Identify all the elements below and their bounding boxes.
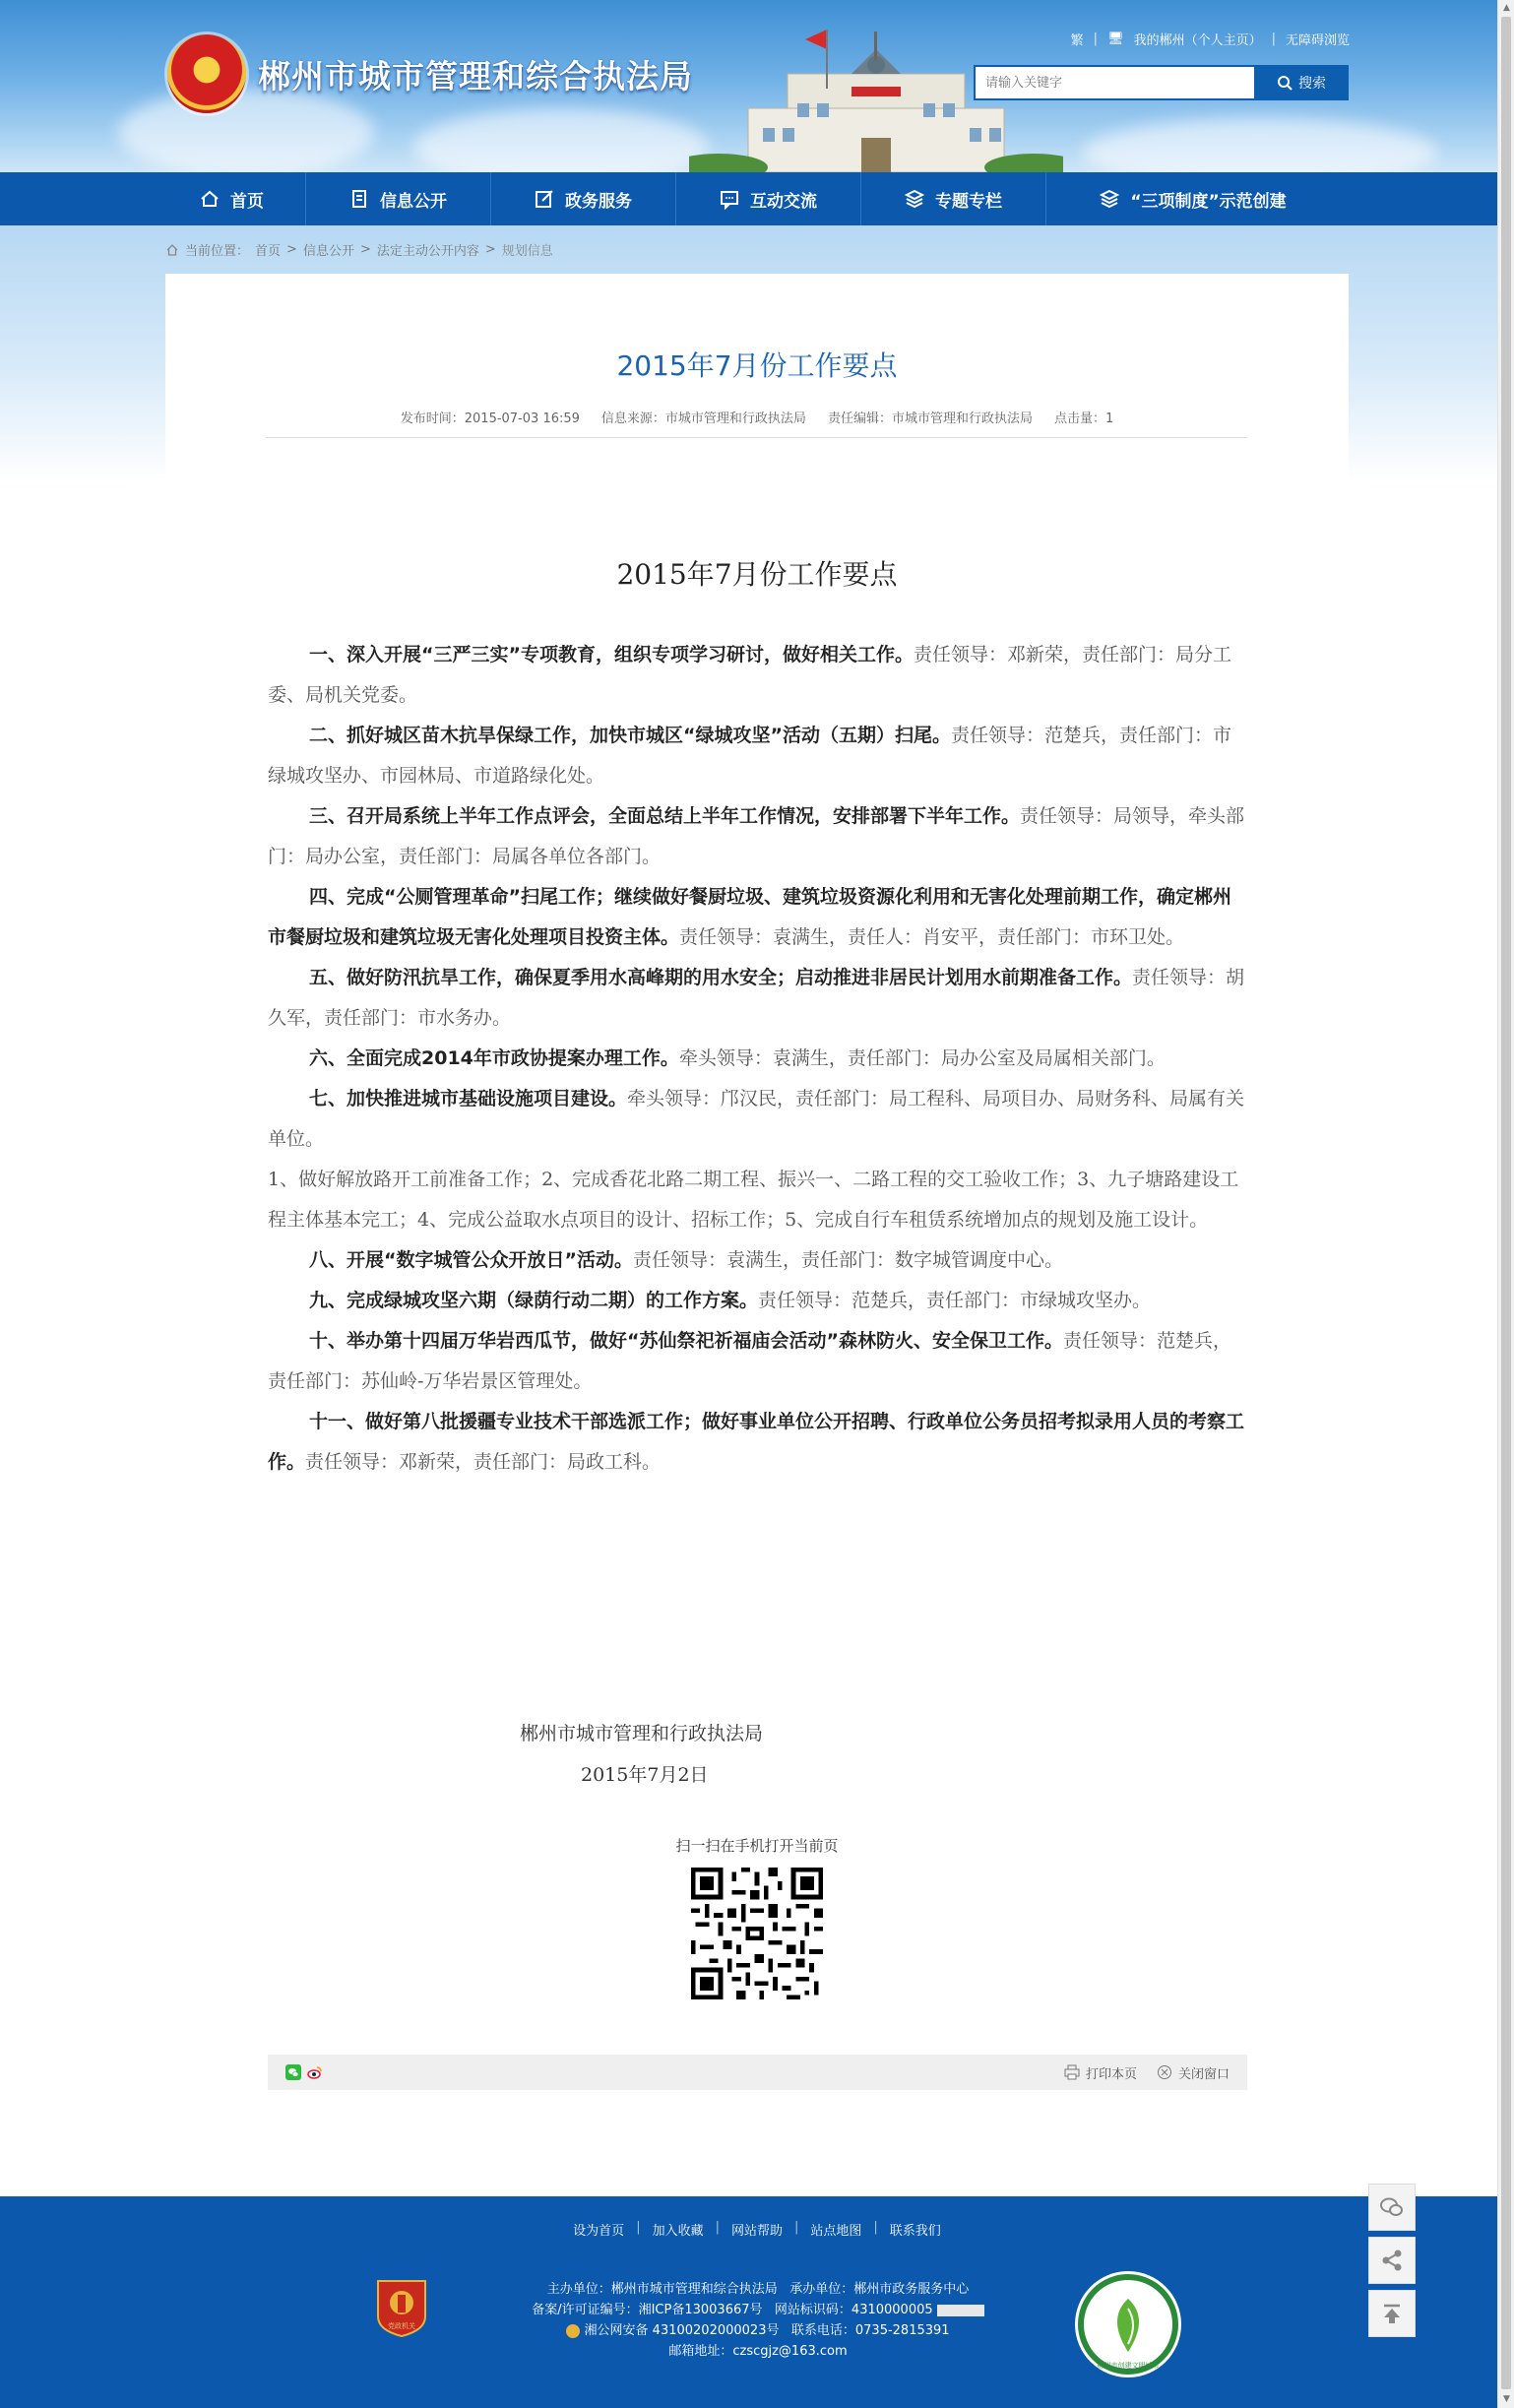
site-footer xyxy=(0,2196,1497,2408)
signature xyxy=(520,1713,763,1796)
weibo-share-icon[interactable] xyxy=(307,2064,323,2080)
qr-label: 扫一扫在手机打开当前页 xyxy=(675,1837,839,1855)
separator: | xyxy=(873,2220,878,2235)
footer-link[interactable]: 站点地图 xyxy=(810,2224,862,2239)
paragraph-text: 1、做好解放路开工前准备工作；2、完成香花北路二期工程、振兴一、二路工程的交工验收工作；3、九子塘路建设工程主体基本完工；4、完成公益取水点项目的设计、招标工作；5、完成自行车租赁系统增加点的规划及施工设计。 xyxy=(268,1169,1239,1231)
paragraph-text: 责任领导：胡久军，责任部门：市水务办。 xyxy=(268,967,1245,1029)
paragraph-text: 责任领导：范楚兵，责任部门：市绿城攻坚办。 xyxy=(758,1290,1152,1311)
search-icon xyxy=(1277,75,1293,91)
paragraph-lead: 八、开展“数字城管公众开放日”活动。 xyxy=(309,1249,633,1271)
wechat-share-icon[interactable] xyxy=(285,2064,301,2080)
wechat-icon xyxy=(1378,2193,1406,2221)
footer-link[interactable]: 联系我们 xyxy=(889,2224,941,2239)
site-code: 网站标识码：4310000005 xyxy=(774,2303,933,2317)
paragraph-text: 牵头领导：邝汉民，责任部门：局工程科、局项目办、局财务科、局属有关单位。 xyxy=(268,1088,1245,1150)
footer-link[interactable]: 设为首页 xyxy=(573,2224,625,2239)
signature-org: 郴州市城市管理和行政执法局 xyxy=(520,1723,764,1744)
breadcrumb-item[interactable]: 法定主动公开内容 xyxy=(376,244,479,259)
nav-label: 信息公开 xyxy=(380,191,447,212)
arrow-up-icon xyxy=(1378,2300,1406,2327)
organizer: 承办单位：郴州市政务服务中心 xyxy=(789,2282,970,2297)
home-icon xyxy=(165,243,179,257)
nav-item-home[interactable] xyxy=(158,172,306,225)
chat-icon xyxy=(719,188,740,210)
printer-icon xyxy=(1064,2064,1080,2080)
close-label: 关闭窗口 xyxy=(1177,2066,1230,2082)
paragraph-lead: 二、抓好城区苗木抗旱保绿工作，加快市城区“绿城攻坚”活动（五期）扫尾。 xyxy=(309,725,951,746)
paragraph-lead: 一、深入开展“三严三实”专项教育，组织专项学习研讨，做好相关工作。 xyxy=(309,644,914,665)
badge-right-text: 郴州市创建文明城市 xyxy=(1097,2362,1160,2370)
breadcrumb-item[interactable]: 首页 xyxy=(255,244,282,259)
breadcrumb xyxy=(165,240,553,259)
phone: 联系电话：0735-2815391 xyxy=(790,2323,950,2338)
nav-item-interaction[interactable] xyxy=(676,172,861,225)
breadcrumb-sep: > xyxy=(484,242,496,257)
share-toolbar xyxy=(268,2055,1247,2090)
paragraph-lead: 九、完成绿城攻坚六期（绿荫行动二期）的工作方案。 xyxy=(309,1290,759,1311)
footer-line xyxy=(522,2279,994,2300)
nav-label: 专题专栏 xyxy=(935,191,1002,212)
main-nav xyxy=(0,172,1497,225)
police-badge-icon xyxy=(566,2324,580,2338)
paragraph-text: 责任领导：局领导，牵头部门：局办公室，责任部门：局属各单位各部门。 xyxy=(268,805,1245,867)
paragraph-text: 责任领导：范楚兵，责任部门：市绿城攻坚办、市园林局、市道路绿化处。 xyxy=(268,725,1231,787)
scroll-thumb[interactable] xyxy=(1501,17,1511,2389)
signature-date: 2015年7月2日 xyxy=(581,1764,709,1786)
page-tools xyxy=(1064,2063,1230,2082)
editor: 责任编辑：市城市管理和行政执法局 xyxy=(827,412,1033,426)
search-button[interactable] xyxy=(1254,65,1349,100)
email: 邮箱地址：czscgjz@163.com xyxy=(668,2344,848,2359)
paragraph xyxy=(268,1240,1247,1281)
paragraph xyxy=(268,1079,1247,1160)
footer-info xyxy=(522,2279,994,2362)
paragraph xyxy=(268,716,1247,796)
paragraph-lead: 五、做好防汛抗旱工作，确保夏季用水高峰期的用水安全；启动推进非居民计划用水前期准备工作。 xyxy=(309,967,1133,988)
national-emblem-icon xyxy=(167,34,246,113)
separator: | xyxy=(715,2220,720,2235)
building-illustration xyxy=(689,30,1063,172)
layers-icon xyxy=(1099,188,1120,210)
article-body xyxy=(268,635,1247,1483)
traditional-chinese-link[interactable]: 繁 xyxy=(1070,33,1084,48)
separator: | xyxy=(636,2220,641,2235)
nav-item-government-services[interactable] xyxy=(491,172,676,225)
nav-label: “三项制度”示范创建 xyxy=(1130,191,1287,212)
document-icon xyxy=(348,188,370,210)
footer-line xyxy=(522,2320,994,2341)
paragraph-lead: 十、举办第十四届万华岩西瓜节，做好“苏仙祭祀祈福庙会活动”森林防火、安全保卫工作。 xyxy=(309,1330,1063,1352)
nav-label: 互动交流 xyxy=(750,191,817,212)
breadcrumb-sep: > xyxy=(359,242,371,257)
share-icons xyxy=(285,2064,323,2080)
paragraph-lead: 四、完成“公厕管理革命”扫尾工作；继续做好餐厨垃圾、建筑垃圾资源化利用和无害化处理前期工作，确定郴州市餐厨垃圾和建筑垃圾无害化处理项目投资主体。 xyxy=(268,886,1231,948)
paragraph xyxy=(268,877,1247,958)
paragraph xyxy=(268,1402,1247,1483)
top-links xyxy=(1071,30,1350,48)
side-tools xyxy=(1368,2184,1416,2337)
icp-link[interactable]: 湘ICP备13003667号 xyxy=(638,2303,763,2317)
paragraph-text: 责任领导：袁满生，责任部门：数字城管调度中心。 xyxy=(632,1249,1063,1271)
paragraph xyxy=(268,635,1247,716)
paragraph xyxy=(268,1160,1247,1240)
print-label: 打印本页 xyxy=(1085,2066,1137,2082)
paragraph-lead: 六、全面完成2014年市政协提案办理工作。 xyxy=(309,1047,679,1069)
share-icon xyxy=(1378,2247,1406,2274)
divider xyxy=(266,437,1247,438)
paragraph-lead: 十一、做好第八批援疆专业技术干部选派工作；做好事业单位公开招聘、行政单位公务员招考拟录用人员的考察工作。 xyxy=(268,1411,1245,1473)
search-button-label: 搜索 xyxy=(1298,76,1326,92)
footer-line xyxy=(522,2341,994,2362)
search-box xyxy=(974,65,1349,100)
paragraph-lead: 三、召开局系统上半年工作点评会，全面总结上半年工作情况，安排部署下半年工作。 xyxy=(309,805,1021,827)
party-government-badge-icon[interactable] xyxy=(374,2277,429,2338)
qr-code-icon xyxy=(691,1868,823,1999)
paragraph-text: 牵头领导：袁满生，责任部门：局办公室及局属相关部门。 xyxy=(678,1047,1166,1069)
separator: | xyxy=(1271,32,1276,46)
edit-icon xyxy=(534,188,555,210)
page-scrollbar[interactable] xyxy=(1497,0,1514,2408)
footer-links xyxy=(0,2220,1514,2239)
close-window-button[interactable] xyxy=(1157,2063,1230,2082)
close-icon xyxy=(1157,2064,1172,2080)
site-title[interactable]: 郴州市城市管理和综合执法局 xyxy=(258,57,693,95)
footer-link[interactable]: 加入收藏 xyxy=(652,2224,704,2239)
nav-item-special-topics[interactable] xyxy=(861,172,1046,225)
police-record[interactable]: 湘公网安备 43100202000023号 xyxy=(584,2323,780,2338)
icp-prefix: 备案/许可证编号： xyxy=(532,2303,639,2317)
breadcrumb-prefix: 当前位置： xyxy=(185,244,250,259)
scroll-up-arrow[interactable]: ▲ xyxy=(1503,3,1510,13)
paragraph xyxy=(268,958,1247,1039)
paragraph xyxy=(268,1321,1247,1402)
layers-icon xyxy=(904,188,925,210)
nav-item-info-disclosure[interactable] xyxy=(306,172,491,225)
accessibility-link[interactable]: 无障碍浏览 xyxy=(1285,33,1350,48)
monitor-icon: 🖥 xyxy=(1107,32,1124,46)
publish-time: 发布时间：2015-07-03 16:59 xyxy=(400,412,580,426)
breadcrumb-item[interactable]: 规划信息 xyxy=(501,244,553,259)
footer-line xyxy=(522,2300,994,2320)
badge-left-text: 党政机关 xyxy=(388,2322,415,2330)
paragraph-text: 责任领导：邓新荣，责任部门：局政工科。 xyxy=(305,1451,662,1473)
enzz-badge-icon xyxy=(937,2305,984,2316)
paragraph-text: 责任领导：范楚兵，责任部门：苏仙岭-万华岩景区管理处。 xyxy=(268,1330,1231,1392)
paragraph-text: 责任领导：袁满生，责任人：肖安平，责任部门：市环卫处。 xyxy=(679,926,1185,948)
print-button[interactable] xyxy=(1064,2063,1137,2082)
body-title: 2015年7月份工作要点 xyxy=(616,558,898,591)
separator: | xyxy=(1093,32,1099,46)
wechat-float-button[interactable] xyxy=(1368,2184,1416,2231)
paragraph xyxy=(268,796,1247,877)
breadcrumb-sep: > xyxy=(286,242,297,257)
nav-label: 政务服务 xyxy=(565,191,632,212)
paragraph xyxy=(268,1039,1247,1079)
article-title: 2015年7月份工作要点 xyxy=(616,349,898,382)
site-header xyxy=(0,0,1497,172)
paragraph-text: 责任领导：邓新荣，责任部门：局分工委、局机关党委。 xyxy=(268,644,1231,706)
view-count: 点击量：1 xyxy=(1053,412,1114,426)
my-chenzhou-link[interactable]: 我的郴州（个人主页） xyxy=(1133,33,1262,48)
breadcrumb-item[interactable]: 信息公开 xyxy=(302,244,354,259)
back-to-top-button[interactable] xyxy=(1368,2290,1416,2337)
footer-link[interactable]: 网站帮助 xyxy=(730,2224,783,2239)
article-meta xyxy=(0,408,1514,426)
paragraph-lead: 七、加快推进城市基础设施项目建设。 xyxy=(309,1088,628,1109)
search-input[interactable] xyxy=(974,65,1254,100)
scroll-down-arrow[interactable]: ▼ xyxy=(1503,2394,1510,2404)
sponsor: 主办单位：郴州市城市管理和综合执法局 xyxy=(546,2282,778,2297)
nav-label: 首页 xyxy=(230,191,264,212)
civilized-city-badge-icon[interactable] xyxy=(1073,2269,1183,2379)
info-source: 信息来源：市城市管理和行政执法局 xyxy=(600,412,806,426)
paragraph xyxy=(268,1281,1247,1321)
home-icon xyxy=(199,188,221,210)
separator: | xyxy=(794,2220,799,2235)
nav-item-three-systems[interactable] xyxy=(1046,172,1340,225)
share-float-button[interactable] xyxy=(1368,2237,1416,2284)
